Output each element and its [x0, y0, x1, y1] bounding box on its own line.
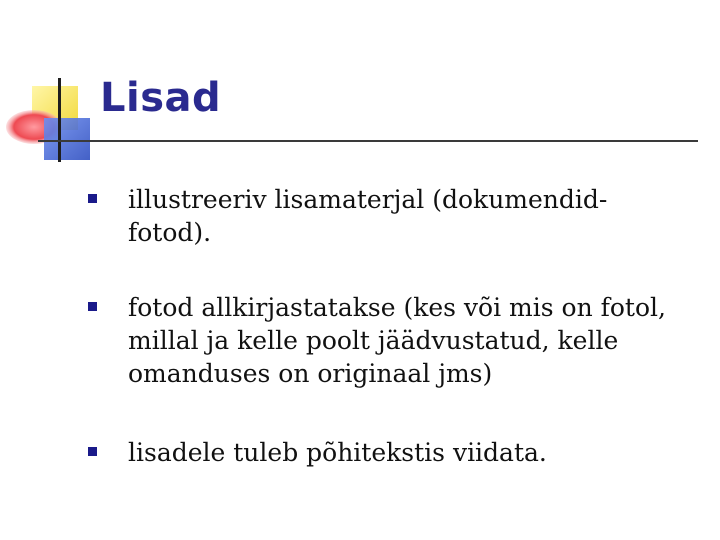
square-bullet-icon	[88, 194, 97, 203]
title-divider	[38, 140, 698, 142]
slide-title: Lisad	[100, 75, 222, 121]
bullet-item	[88, 436, 688, 469]
bullet-list	[88, 183, 688, 469]
bullet-item	[88, 291, 688, 390]
bullet-text: lisadele tuleb põhitekstis viidata.	[128, 438, 547, 467]
bullet-text: illustreeriv lisamaterjal (dokumendid-fotod).	[128, 185, 608, 247]
square-bullet-icon	[88, 447, 97, 456]
decorative-logo-icon	[0, 0, 110, 170]
bullet-item	[88, 183, 688, 249]
square-bullet-icon	[88, 302, 97, 311]
bullet-text: fotod allkirjastatakse (kes või mis on fotol, millal ja kelle poolt jäädvustatud, kelle omanduses on originaal jms)	[128, 293, 666, 388]
